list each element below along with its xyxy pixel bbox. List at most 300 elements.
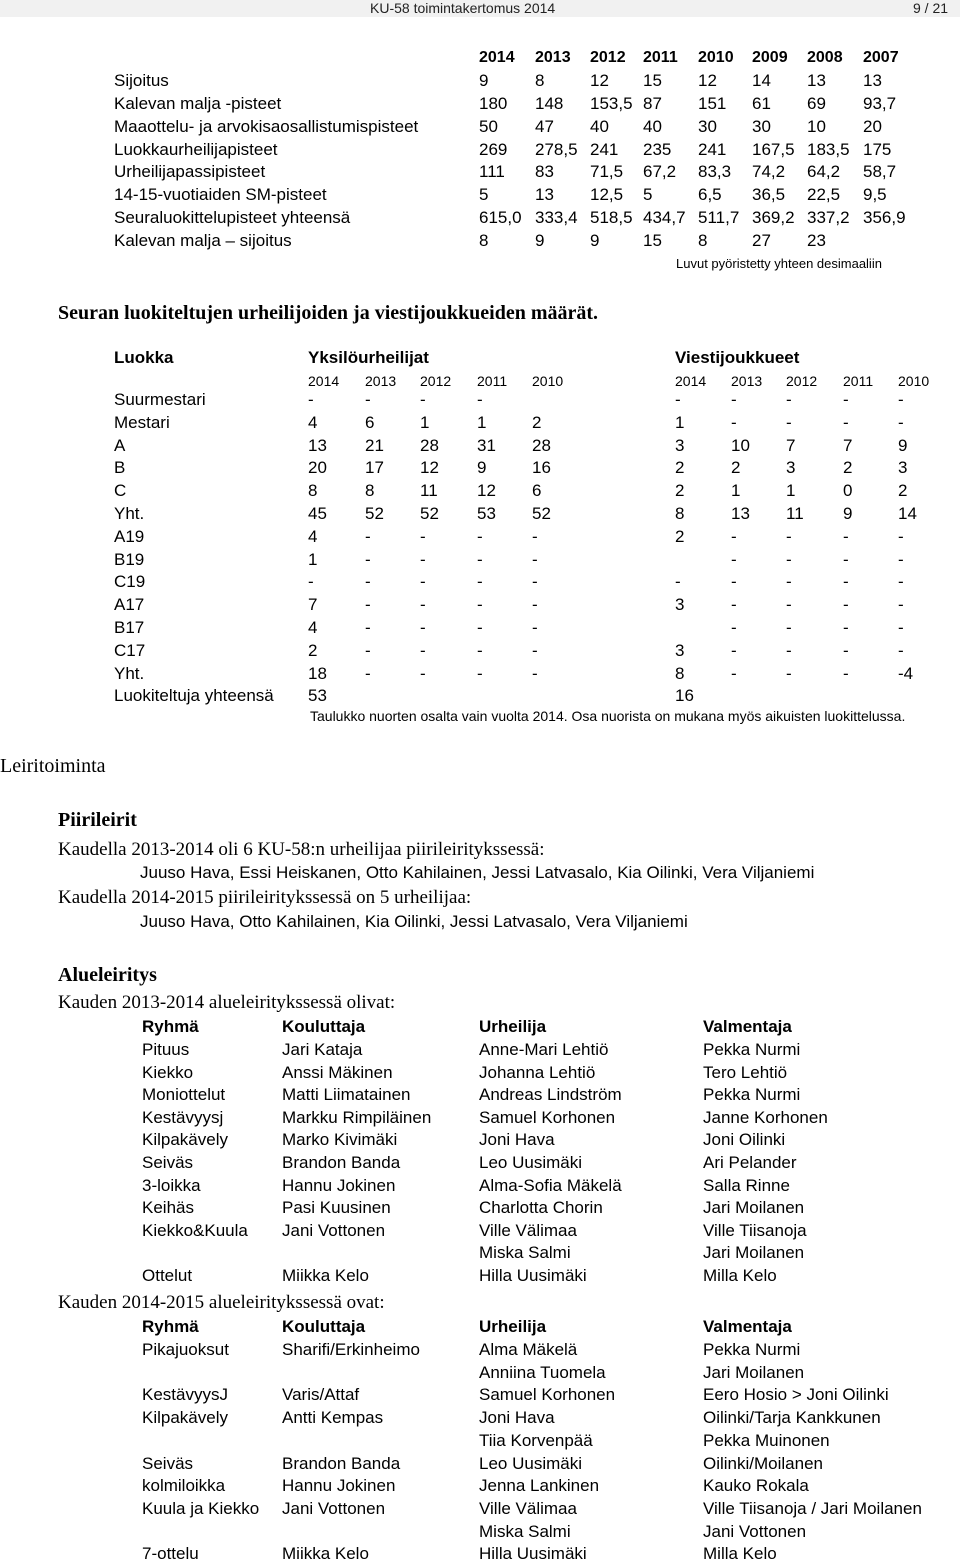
individual-cell: -: [365, 663, 371, 683]
relay-cell: -: [898, 390, 904, 409]
relay-cell: -: [843, 526, 849, 546]
regional-cell: Ville Välimaa: [479, 1220, 577, 1240]
results-cell: 269: [479, 140, 508, 159]
section-label-leiritoiminta: Leiritoiminta: [0, 755, 106, 777]
results-note: Luvut pyöristetty yhteen desimaaliin: [676, 256, 882, 271]
regional-cell: Matti Liimatainen: [282, 1085, 411, 1105]
regional-cell: Anniina Tuomela: [479, 1362, 606, 1382]
regional-header: Urheilija: [479, 1017, 547, 1036]
regional-season2-title: Kauden 2014-2015 alueleiritykssessä ovat:: [58, 1292, 385, 1313]
relay-year-header: 2013: [731, 373, 763, 389]
results-cell: 23: [807, 231, 826, 250]
relay-cell: -: [898, 572, 904, 592]
individual-cell: -: [365, 618, 371, 637]
results-cell: 71,5: [590, 162, 624, 181]
individual-cell: 9: [477, 458, 487, 478]
regional-cell: Andreas Lindström: [479, 1085, 622, 1105]
relay-cell: 3: [786, 458, 796, 478]
relay-cell: -: [731, 618, 737, 637]
results-year-header: 2012: [590, 49, 626, 66]
regional-header: Kouluttaja: [282, 1317, 366, 1336]
individual-cell: -: [477, 618, 483, 637]
regional-cell: Keihäs: [142, 1198, 194, 1218]
regional-cell: Samuel Korhonen: [479, 1107, 616, 1127]
individual-cell: -: [365, 572, 371, 592]
relay-cell: 8: [675, 504, 685, 523]
relay-cell: -: [731, 526, 737, 546]
results-cell: 83,3: [698, 162, 732, 181]
results-row-label: Maaottelu- ja arvokisaosallistumispisteet: [114, 117, 419, 136]
results-cell: 22,5: [807, 185, 841, 204]
individual-cell: -: [420, 640, 426, 660]
regional-cell: Ari Pelander: [703, 1153, 797, 1172]
individual-year-header: 2011: [477, 373, 508, 389]
regional-cell: Brandon Banda: [282, 1153, 401, 1172]
relay-cell: -: [843, 595, 849, 615]
relay-cell: 13: [731, 504, 750, 523]
regional-cell: Joni Oilinki: [703, 1130, 786, 1150]
individual-cell: -: [420, 526, 426, 546]
individual-cell: -: [477, 549, 483, 569]
individual-cell: -: [477, 390, 483, 409]
relay-year-header: 2011: [843, 373, 874, 389]
results-cell: 30: [752, 117, 771, 136]
relay-cell: 7: [843, 435, 853, 455]
regional-cell: Pekka Nurmi: [703, 1085, 801, 1105]
results-cell: 615,0: [479, 208, 522, 227]
relay-cell: -: [898, 595, 904, 615]
individual-cell: 8: [308, 481, 318, 501]
results-cell: 241: [590, 140, 619, 159]
class-row-label: Yht.: [114, 504, 145, 523]
individual-cell: -: [477, 640, 483, 660]
relay-cell: -: [898, 412, 904, 432]
results-cell: 83: [535, 162, 554, 181]
results-cell: 58,7: [863, 162, 897, 181]
regional-cell: Milla Kelo: [703, 1266, 777, 1285]
regional-camp-title: Alueleiritys: [58, 964, 157, 986]
regional-cell: Ottelut: [142, 1266, 193, 1285]
relay-cell: 9: [843, 504, 853, 523]
individual-cell: -: [365, 640, 371, 660]
regional-cell: Johanna Lehtiö: [479, 1062, 596, 1082]
class-row-label: A: [114, 435, 126, 455]
individual-year-header: 2012: [420, 373, 452, 389]
regional-cell: kolmiloikka: [142, 1476, 226, 1496]
relay-cell: 2: [843, 458, 853, 478]
regional-cell: Joni Hava: [479, 1130, 555, 1150]
regional-cell: Kiekko&Kuula: [142, 1220, 248, 1240]
individual-cell: 28: [532, 435, 551, 455]
relay-cell: 7: [786, 435, 796, 455]
relay-cell: 14: [898, 504, 917, 523]
regional-cell: Hilla Uusimäki: [479, 1266, 587, 1285]
relay-cell: -: [786, 618, 792, 637]
results-year-header: 2014: [479, 49, 515, 66]
district-camp-title: Piirileirit: [58, 809, 137, 831]
results-cell: 8: [698, 231, 708, 250]
individual-cell: -: [532, 663, 538, 683]
individual-cell: 17: [365, 458, 384, 478]
individual-cell: 21: [365, 435, 384, 455]
results-cell: 13: [535, 185, 554, 204]
relay-cell: -: [786, 412, 792, 432]
individual-cell: -: [477, 663, 483, 683]
results-cell: 111: [479, 162, 505, 181]
results-cell: 148: [535, 94, 564, 113]
individual-cell: 13: [308, 435, 327, 455]
results-cell: 13: [863, 71, 882, 90]
results-cell: 64,2: [807, 162, 841, 181]
results-year-header: 2008: [807, 49, 843, 66]
regional-header: Ryhmä: [142, 1017, 199, 1036]
results-cell: 337,2: [807, 208, 850, 227]
relay-year-header: 2014: [675, 373, 707, 389]
individual-cell: 1: [420, 412, 430, 432]
regional-cell: Anne-Mari Lehtiö: [479, 1040, 609, 1059]
results-cell: 434,7: [643, 208, 686, 227]
regional-cell: Jari Moilanen: [703, 1362, 805, 1382]
individual-cell: -: [477, 595, 483, 615]
regional-cell: Jari Moilanen: [703, 1243, 805, 1263]
results-row-label: Kalevan malja – sijoitus: [114, 231, 292, 250]
individual-cell: -: [365, 390, 371, 409]
results-cell: 8: [479, 231, 489, 250]
district-season1-names: Juuso Hava, Essi Heiskanen, Otto Kahilainen, Jessi Latvasalo, Kia Oilinki, Vera Viljaniemi: [140, 863, 815, 882]
results-cell: 241: [698, 140, 727, 159]
regional-cell: Kilpakävely: [142, 1408, 228, 1428]
regional-cell: Jani Vottonen: [282, 1498, 386, 1518]
individual-cell: 2: [532, 412, 542, 432]
regional-cell: Seiväs: [142, 1453, 194, 1473]
regional-cell: Leo Uusimäki: [479, 1453, 582, 1473]
individual-cell: -: [477, 572, 483, 592]
individual-cell: 6: [532, 481, 542, 501]
relay-cell: 8: [675, 663, 685, 683]
relay-cell: -: [786, 663, 792, 683]
individual-cell: 12: [477, 481, 496, 501]
relay-cell: 1: [675, 412, 685, 432]
regional-cell: KestävyysJ: [142, 1385, 228, 1405]
individual-cell: 8: [365, 481, 375, 501]
results-cell: 12,5: [590, 185, 624, 204]
regional-cell: Seiväs: [142, 1153, 194, 1172]
regional-cell: Kilpakävely: [142, 1130, 228, 1150]
results-row-label: Sijoitus: [114, 71, 169, 90]
regional-cell: Pekka Nurmi: [703, 1040, 801, 1059]
regional-header: Valmentaja: [703, 1017, 792, 1036]
individual-cell: 20: [308, 458, 327, 478]
regional-cell: Moniottelut: [142, 1085, 226, 1105]
relay-cell: 2: [675, 481, 685, 501]
regional-cell: 7-ottelu: [142, 1544, 199, 1564]
regional-cell: Jani Vottonen: [282, 1220, 386, 1240]
results-cell: 511,7: [698, 208, 740, 227]
individual-cell: 4: [308, 526, 318, 546]
relay-cell: 2: [898, 481, 908, 501]
relay-cell: 2: [731, 458, 741, 478]
individual-cell: -: [420, 663, 426, 683]
results-cell: 183,5: [807, 140, 850, 159]
class-row-label: C17: [114, 640, 146, 660]
regional-cell: Markku Rimpiläinen: [282, 1107, 432, 1127]
results-row-label: Seuraluokittelupisteet yhteensä: [114, 208, 351, 227]
relay-cell: 10: [731, 435, 750, 455]
relay-cell: -4: [898, 663, 914, 683]
regional-cell: Miikka Kelo: [282, 1266, 369, 1285]
relay-cell: -: [898, 618, 904, 637]
individual-cell: 53: [477, 504, 496, 523]
relay-cell: 3: [675, 435, 685, 455]
individual-cell: 11: [420, 481, 438, 501]
individual-year-header: 2010: [532, 373, 564, 389]
results-year-header: 2007: [863, 49, 899, 66]
class-row-label: Yht.: [114, 663, 145, 683]
regional-header: Kouluttaja: [282, 1017, 366, 1036]
individual-cell: -: [532, 572, 538, 592]
individual-cell: -: [308, 572, 314, 592]
class-row-label: C: [114, 481, 127, 501]
regional-cell: Kauko Rokala: [703, 1476, 809, 1496]
relay-cell: -: [731, 640, 737, 660]
relay-year-header: 2010: [898, 373, 930, 389]
results-row-label: 14-15-vuotiaiden SM-pisteet: [114, 185, 327, 204]
page-number: 9 / 21: [913, 0, 949, 16]
regional-cell: Varis/Attaf: [282, 1385, 360, 1405]
results-year-header: 2009: [752, 49, 788, 66]
results-year-header: 2011: [643, 49, 678, 66]
individual-cell: 1: [308, 549, 318, 569]
page-header: [0, 0, 960, 17]
district-season2-line: Kaudella 2014-2015 piirileiritykssessä on 5 urheilijaa:: [58, 887, 472, 908]
individual-cell: 18: [308, 663, 327, 683]
col-individuals: Yksilöurheilijat: [308, 348, 429, 367]
individual-cell: 6: [365, 412, 375, 432]
regional-cell: Tero Lehtiö: [703, 1062, 788, 1082]
relay-cell: -: [731, 663, 737, 683]
results-cell: 369,2: [752, 208, 795, 227]
header-title: KU-58 toimintakertomus 2014: [370, 0, 556, 16]
results-cell: 333,4: [535, 208, 578, 227]
results-cell: 93,7: [863, 94, 897, 113]
results-cell: 175: [863, 140, 892, 159]
individual-cell: -: [477, 526, 483, 546]
regional-cell: Ville Tiisanoja: [703, 1220, 807, 1240]
relay-cell: -: [898, 549, 904, 569]
regional-cell: Alma Mäkelä: [479, 1340, 578, 1359]
regional-cell: Kestävyysj: [142, 1107, 224, 1127]
relay-cell: -: [843, 572, 849, 592]
class-row-label: Luokiteltuja yhteensä: [114, 686, 274, 706]
class-row-label: A19: [114, 526, 145, 546]
regional-cell: Tiia Korvenpää: [479, 1430, 593, 1450]
results-cell: 180: [479, 94, 508, 113]
relay-cell: -: [731, 390, 737, 409]
relay-cell: 1: [731, 481, 741, 501]
relay-year-header: 2012: [786, 373, 818, 389]
regional-cell: Oilinki/Tarja Kankkunen: [703, 1408, 881, 1428]
results-cell: 14: [752, 71, 771, 90]
regional-cell: Salla Rinne: [703, 1175, 790, 1195]
regional-cell: Brandon Banda: [282, 1453, 401, 1473]
individual-cell: -: [420, 390, 426, 409]
individual-cell: 16: [532, 458, 551, 478]
regional-cell: Sharifi/Erkinheimo: [282, 1340, 420, 1359]
individual-cell: -: [365, 595, 371, 615]
col-luokka: Luokka: [114, 348, 174, 367]
relay-cell: 11: [786, 504, 804, 523]
relay-cell: -: [843, 390, 849, 409]
relay-cell: -: [898, 526, 904, 546]
relay-cell: -: [843, 549, 849, 569]
results-cell: 12: [698, 71, 717, 90]
class-row-label: Mestari: [114, 412, 170, 432]
individual-cell: -: [532, 640, 538, 660]
relay-cell: -: [786, 595, 792, 615]
classification-title: Seuran luokiteltujen urheilijoiden ja viestijoukkueiden määrät.: [58, 302, 599, 324]
regional-cell: Miska Salmi: [479, 1243, 571, 1263]
results-year-header: 2013: [535, 49, 571, 66]
regional-cell: Charlotta Chorin: [479, 1198, 603, 1218]
relay-cell: -: [843, 663, 849, 683]
relay-cell: 2: [675, 458, 685, 478]
results-cell: 9: [590, 231, 600, 250]
individual-cell: -: [420, 549, 426, 569]
regional-cell: Jari Kataja: [282, 1040, 363, 1059]
relay-cell: -: [843, 640, 849, 660]
regional-cell: Samuel Korhonen: [479, 1385, 616, 1405]
results-cell: 36,5: [752, 185, 786, 204]
individual-cell: 7: [308, 595, 318, 615]
regional-cell: Pikajuoksut: [142, 1340, 229, 1359]
results-cell: 74,2: [752, 162, 786, 181]
class-row-label: Suurmestari: [114, 390, 206, 409]
relay-cell: 1: [786, 481, 796, 501]
results-year-header: 2010: [698, 49, 734, 66]
regional-cell: Eero Hosio > Joni Oilinki: [703, 1385, 889, 1405]
relay-cell: -: [675, 572, 681, 592]
individual-year-header: 2013: [365, 373, 397, 389]
relay-cell: -: [731, 595, 737, 615]
individual-cell: 53: [308, 686, 327, 706]
relay-cell: -: [731, 549, 737, 569]
individual-cell: 1: [477, 412, 487, 432]
class-row-label: B: [114, 458, 126, 478]
results-cell: 9,5: [863, 185, 887, 204]
individual-cell: -: [532, 618, 538, 637]
regional-cell: Pekka Muinonen: [703, 1430, 830, 1450]
results-cell: 12: [590, 71, 609, 90]
individual-year-header: 2014: [308, 373, 340, 389]
individual-cell: -: [420, 595, 426, 615]
results-cell: 69: [807, 94, 826, 113]
individual-cell: 52: [365, 504, 384, 523]
relay-cell: -: [843, 412, 849, 432]
individual-cell: 52: [532, 504, 551, 523]
results-cell: 9: [479, 71, 489, 90]
results-cell: 61: [752, 94, 771, 113]
results-cell: 87: [643, 94, 662, 113]
individual-cell: 28: [420, 435, 439, 455]
individual-cell: -: [365, 549, 371, 569]
relay-cell: 3: [898, 458, 908, 478]
relay-cell: -: [675, 390, 681, 409]
relay-cell: -: [843, 618, 849, 637]
regional-cell: Anssi Mäkinen: [282, 1062, 393, 1082]
regional-cell: Milla Kelo: [703, 1544, 777, 1564]
relay-cell: -: [731, 572, 737, 592]
regional-cell: Ville Tiisanoja / Jari Moilanen: [703, 1498, 922, 1518]
relay-cell: 0: [843, 481, 853, 501]
relay-cell: -: [786, 640, 792, 660]
individual-cell: -: [308, 390, 314, 409]
regional-cell: Hannu Jokinen: [282, 1175, 396, 1195]
results-cell: 20: [863, 117, 882, 136]
regional-cell: Pasi Kuusinen: [282, 1198, 391, 1218]
relay-cell: -: [786, 572, 792, 592]
results-row-label: Kalevan malja -pisteet: [114, 94, 282, 113]
regional-cell: Pituus: [142, 1040, 190, 1059]
results-cell: 6,5: [698, 185, 722, 204]
results-cell: 15: [643, 71, 662, 90]
individual-cell: -: [365, 526, 371, 546]
results-row-label: Luokkaurheilijapisteet: [114, 140, 278, 159]
regional-cell: Hilla Uusimäki: [479, 1544, 587, 1564]
regional-cell: 3-loikka: [142, 1175, 201, 1195]
results-cell: 27: [752, 231, 771, 250]
regional-cell: Kuula ja Kiekko: [142, 1498, 260, 1518]
class-row-label: B17: [114, 618, 145, 637]
results-row-label: Urheilijapassipisteet: [114, 162, 266, 181]
regional-cell: Jani Vottonen: [703, 1521, 807, 1541]
individual-cell: -: [532, 549, 538, 569]
district-season2-names: Juuso Hava, Otto Kahilainen, Kia Oilinki, Jessi Latvasalo, Vera Viljaniemi: [140, 912, 688, 931]
col-relays: Viestijoukkueet: [675, 348, 800, 367]
class-row-label: B19: [114, 549, 145, 569]
regional-cell: Janne Korhonen: [703, 1107, 828, 1127]
relay-cell: -: [786, 549, 792, 569]
results-cell: 13: [807, 71, 826, 90]
regional-cell: Marko Kivimäki: [282, 1130, 398, 1150]
results-cell: 356,9: [863, 208, 906, 227]
results-cell: 10: [807, 117, 826, 136]
results-cell: 5: [643, 185, 653, 204]
regional-cell: Miikka Kelo: [282, 1544, 369, 1564]
individual-cell: 4: [308, 618, 318, 637]
regional-season1-title: Kauden 2013-2014 alueleiritykssessä olivat:: [58, 992, 396, 1013]
regional-cell: Miska Salmi: [479, 1521, 571, 1541]
class-row-label: C19: [114, 572, 146, 592]
regional-cell: Oilinki/Moilanen: [703, 1453, 823, 1473]
relay-cell: 2: [675, 526, 685, 546]
individual-cell: 52: [420, 504, 439, 523]
individual-cell: 4: [308, 412, 318, 432]
individual-cell: -: [532, 595, 538, 615]
regional-cell: Jari Moilanen: [703, 1198, 805, 1218]
results-cell: 40: [590, 117, 609, 136]
results-cell: 278,5: [535, 140, 578, 159]
relay-cell: -: [786, 526, 792, 546]
results-cell: 153,5: [590, 94, 633, 113]
results-cell: 50: [479, 117, 498, 136]
district-season1-line: Kaudella 2013-2014 oli 6 KU-58:n urheilijaa piirileiritykssessä:: [58, 839, 545, 860]
results-cell: 151: [698, 94, 727, 113]
results-cell: 5: [479, 185, 489, 204]
results-cell: 30: [698, 117, 717, 136]
regional-cell: Pekka Nurmi: [703, 1340, 801, 1359]
individual-cell: 2: [308, 640, 318, 660]
individual-cell: -: [420, 572, 426, 592]
